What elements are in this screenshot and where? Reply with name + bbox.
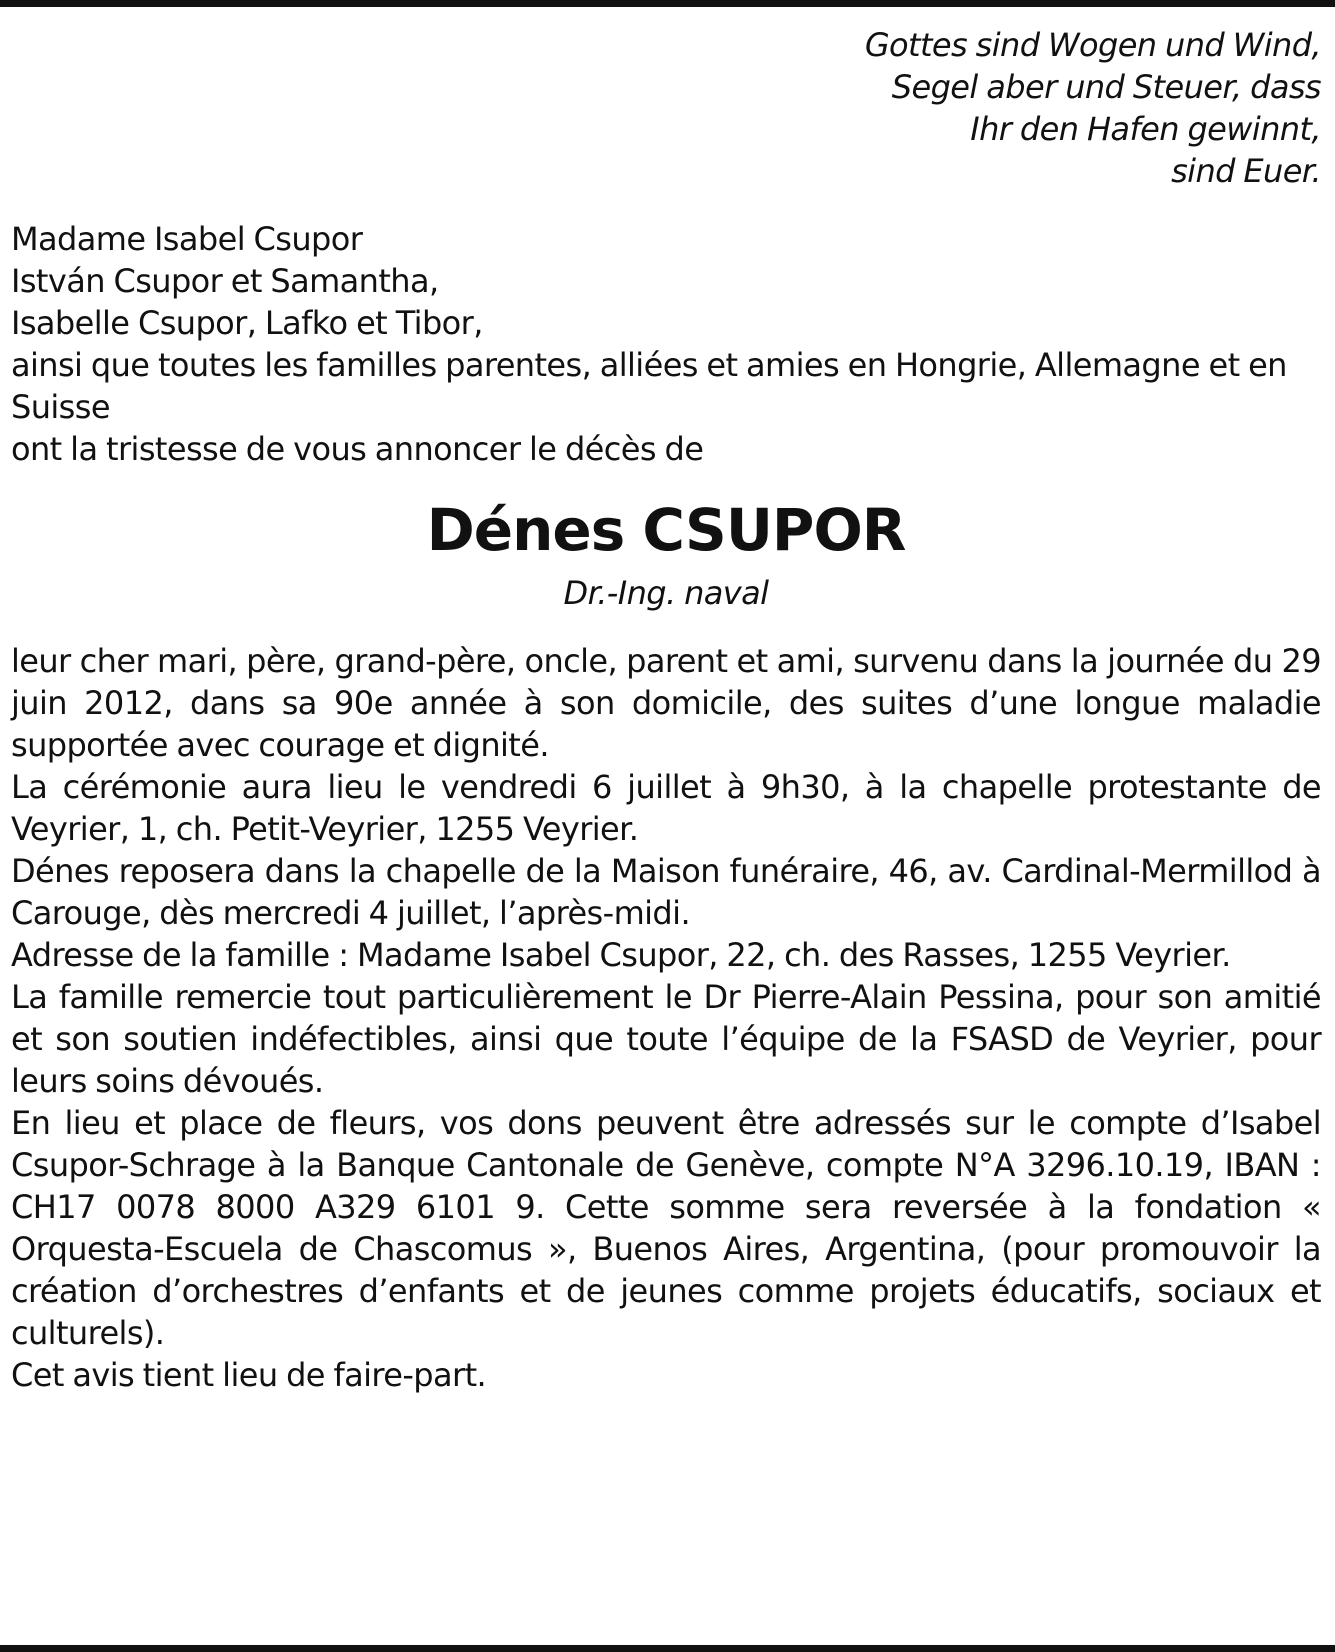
paragraph-tribute: leur cher mari, père, grand-père, oncle, parent et ami, survenu dans la journée du 29 juin 2012, dans sa 90e année à son domicile, des suites d’une longue maladie supportée avec courage et dignité. xyxy=(11,642,1321,764)
verse-line: Segel aber und Steuer, dass xyxy=(891,68,1321,106)
paragraph-thanks: La famille remercie tout particulièrement le Dr Pierre-Alain Pessina, pour son amitié et son soutien indéfectibles, ainsi que toute l’équipe de la FSASD de Veyrier, pour leurs soins dévoués. xyxy=(11,978,1321,1100)
deceased-name: Dénes CSUPOR xyxy=(426,496,906,564)
paragraph-closing: Cet avis tient lieu de faire-part. xyxy=(11,1356,487,1394)
family-line: Isabelle Csupor, Lafko et Tibor, xyxy=(11,304,483,342)
paragraph-viewing: Dénes reposera dans la chapelle de la Maison funéraire, 46, av. Cardinal-Mermillod à Carouge, dès mercredi 4 juillet, l’après-midi. xyxy=(11,852,1321,932)
deceased-title: Dr.-Ing. naval xyxy=(563,574,769,612)
verse-quote xyxy=(11,24,1321,192)
family-line: Madame Isabel Csupor xyxy=(11,220,363,258)
paragraph-family-address: Adresse de la famille : Madame Isabel Csupor, 22, ch. des Rasses, 1255 Veyrier. xyxy=(11,936,1231,974)
family-line: István Csupor et Samantha, xyxy=(11,262,439,300)
bottom-rule xyxy=(0,1645,1335,1652)
family-list xyxy=(11,218,1321,470)
verse-line: Gottes sind Wogen und Wind, xyxy=(864,26,1321,64)
verse-line: sind Euer. xyxy=(1171,152,1321,190)
announcement-line: ont la tristesse de vous annoncer le décès de xyxy=(11,430,704,468)
family-line: ainsi que toutes les familles parentes, alliées et amies en Hongrie, Allemagne et en Suisse xyxy=(11,346,1287,426)
paragraph-ceremony: La cérémonie aura lieu le vendredi 6 juillet à 9h30, à la chapelle protestante de Veyrier, 1, ch. Petit-Veyrier, 1255 Veyrier. xyxy=(11,768,1321,848)
paragraph-donations: En lieu et place de fleurs, vos dons peuvent être adressés sur le compte d’Isabel Csupor-Schrage à la Banque Cantonale de Genève, compte N°A 3296.10.19, IBAN : CH17 0078 8000 A329 6101 9. Cette somme sera reversée à la fondation « Orquesta-Escuela de Chascomus », Buenos Aires, Argentina, (pour promouvoir la création d’orchestres d’enfants et de jeunes comme projets éducatifs, sociaux et culturels). xyxy=(11,1104,1321,1352)
top-rule xyxy=(0,0,1335,7)
obituary-notice xyxy=(11,24,1321,1396)
verse-line: Ihr den Hafen gewinnt, xyxy=(970,110,1321,148)
